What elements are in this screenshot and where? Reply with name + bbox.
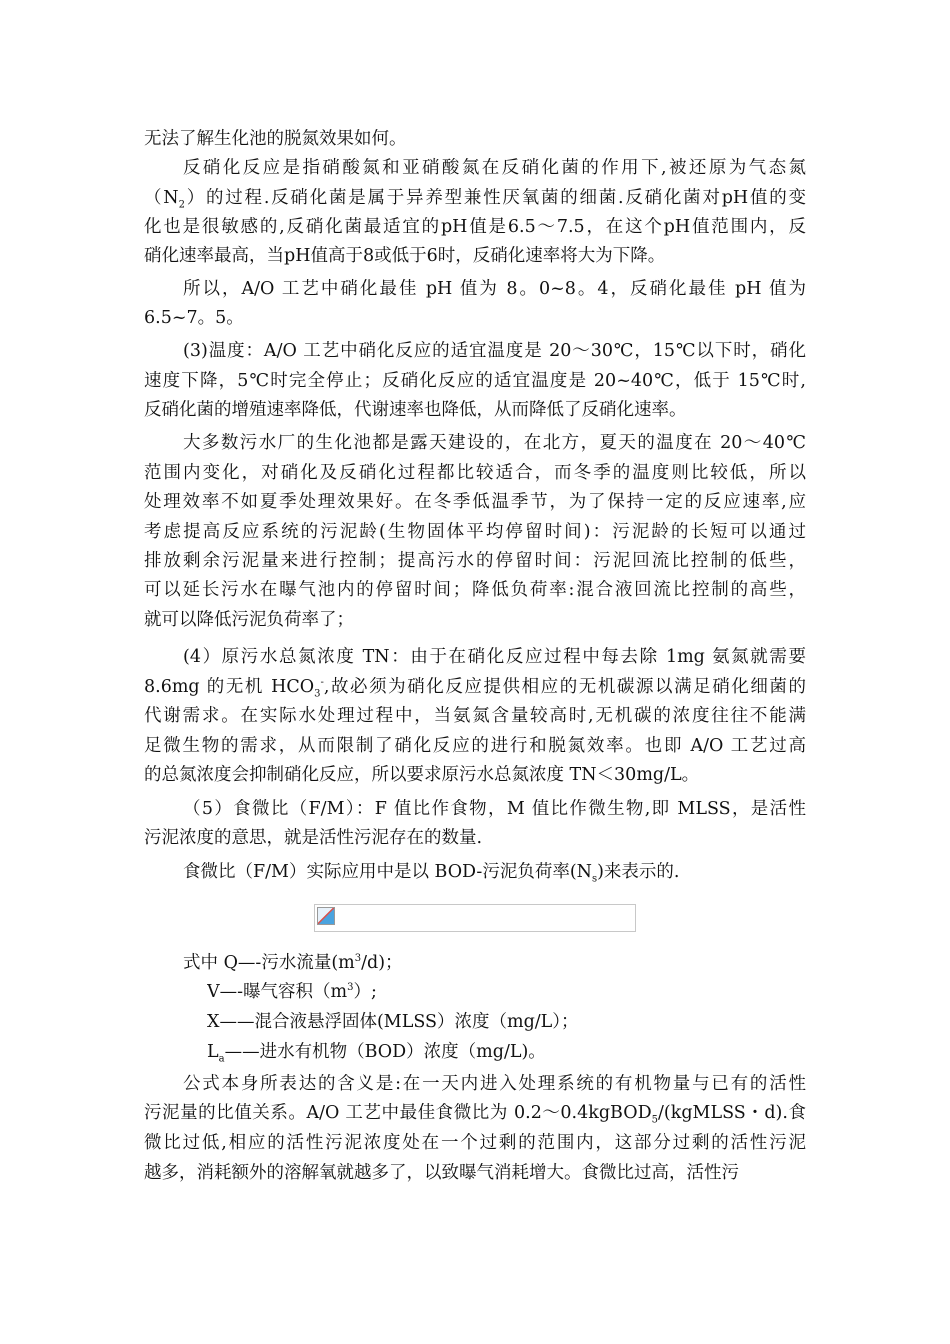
text-run: ）的过程.反硝化菌是属于异养型兼性厌氧菌的细菌.反硝化菌对pH值的变 bbox=[184, 188, 806, 208]
subscript: 3 bbox=[314, 688, 321, 699]
text-run: (3)温度：A/O 工艺中硝化反应的适宜温度是 20～30℃，15℃以下时，硝化 bbox=[183, 341, 806, 361]
text-run: 足微生物的需求，从而限制了硝化反应的进行和脱氮效率。也即 A/O 工艺过高 bbox=[144, 736, 806, 756]
text-line bbox=[144, 1101, 806, 1125]
text-line bbox=[183, 797, 806, 821]
text-run: /(kgMLSS・d).食 bbox=[658, 1103, 806, 1123]
subscript: s bbox=[591, 873, 598, 884]
subscript: 2 bbox=[178, 199, 185, 210]
text-line bbox=[207, 1040, 806, 1064]
text-run: 公式本身所表达的含义是:在一天内进入处理系统的有机物量与已有的活性 bbox=[183, 1074, 806, 1094]
text-run: L bbox=[207, 1042, 219, 1062]
text-line bbox=[144, 461, 806, 485]
text-run: 硝化速率最高，当pH值高于8或低于6时，反硝化速率将大为下降。 bbox=[144, 246, 666, 266]
text-run: /d)； bbox=[361, 953, 403, 973]
text-run: 反硝化反应是指硝酸氮和亚硝酸氮在反硝化菌的作用下,被还原为气态氮 bbox=[183, 158, 806, 178]
text-run: （N bbox=[144, 188, 179, 208]
subscript: a bbox=[218, 1053, 225, 1064]
text-run: 排放剩余污泥量来进行控制；提高污水的停留时间：污泥回流比控制的低些， bbox=[144, 551, 806, 571]
text-run: 速度下降，5℃时完全停止；反硝化反应的适宜温度是 20~40℃，低于 15℃时, bbox=[144, 371, 806, 391]
text-run: 越多，消耗额外的溶解氧就越多了，以致曝气消耗增大。食微比过高，活性污 bbox=[144, 1163, 739, 1183]
text-line bbox=[144, 244, 806, 268]
text-line bbox=[144, 490, 806, 514]
text-run: 所以，A/O 工艺中硝化最佳 pH 值为 8。0~8。4，反硝化最佳 pH 值为 bbox=[183, 279, 806, 299]
text-line bbox=[144, 608, 806, 632]
text-run: 6.5~7。5。 bbox=[144, 308, 244, 328]
text-line bbox=[144, 734, 806, 758]
text-line bbox=[144, 127, 806, 151]
text-run: (4）原污水总氮浓度 TN：由于在硝化反应过程中每去除 1mg 氨氮就需要 bbox=[183, 647, 806, 667]
text-line bbox=[144, 578, 806, 602]
text-line bbox=[144, 826, 806, 850]
text-line bbox=[144, 306, 806, 330]
text-run: 代谢需求。在实际水处理过程中，当氨氮含量较高时,无机碳的浓度往往不能满 bbox=[144, 706, 806, 726]
formula-image-placeholder bbox=[314, 904, 636, 932]
text-line bbox=[183, 645, 806, 669]
text-run: 范围内变化，对硝化及反硝化过程都比较适合，而冬季的温度则比较低，所以 bbox=[144, 463, 806, 483]
text-line bbox=[183, 156, 806, 180]
text-run: 污泥浓度的意思，就是活性污泥存在的数量. bbox=[144, 828, 483, 848]
text-line bbox=[144, 186, 806, 210]
text-run: 的总氮浓度会抑制硝化反应，所以要求原污水总氮浓度 TN＜30mg/L。 bbox=[144, 765, 700, 785]
text-run: 食微比（F/M）实际应用中是以 BOD-污泥负荷率(N bbox=[183, 862, 592, 882]
text-run: 处理效率不如夏季处理效果好。在冬季低温季节，为了保持一定的反应速率,应 bbox=[144, 492, 806, 512]
text-run: ——进水有机物（BOD）浓度（mg/L)。 bbox=[224, 1042, 546, 1062]
text-line bbox=[183, 339, 806, 363]
text-line bbox=[207, 980, 806, 1004]
text-run: )来表示的. bbox=[597, 862, 680, 882]
text-run: 污泥量的比值关系。A/O 工艺中最佳食微比为 0.2～0.4kgBOD bbox=[144, 1103, 652, 1123]
text-line bbox=[183, 860, 806, 884]
text-run: 无法了解生化池的脱氮效果如何。 bbox=[144, 129, 407, 149]
text-line bbox=[144, 763, 806, 787]
text-run: 8.6mg 的无机 HCO bbox=[144, 677, 315, 697]
text-line bbox=[144, 1131, 806, 1155]
text-line bbox=[207, 1010, 806, 1034]
text-line bbox=[144, 215, 806, 239]
superscript: - bbox=[320, 677, 324, 689]
text-run: 化也是很敏感的,反硝化菌最适宜的pH值是6.5～7.5，在这个pH值范围内，反 bbox=[144, 217, 806, 237]
text-line bbox=[183, 951, 806, 975]
text-run: 微比过低,相应的活性污泥浓度处在一个过剩的范围内，这部分过剩的活性污泥 bbox=[144, 1133, 806, 1153]
text-line bbox=[144, 520, 806, 544]
text-line bbox=[144, 369, 806, 393]
superscript: 3 bbox=[347, 982, 354, 994]
superscript: 3 bbox=[354, 953, 362, 965]
text-line bbox=[144, 398, 806, 422]
text-line bbox=[183, 277, 806, 301]
text-run: 式中 Q—-污水流量(m bbox=[183, 953, 355, 973]
subscript: 5 bbox=[651, 1114, 658, 1125]
text-run: ）; bbox=[353, 982, 377, 1002]
broken-image-icon bbox=[317, 907, 335, 925]
text-run: 可以延长污水在曝气池内的停留时间；降低负荷率:混合液回流比控制的高些， bbox=[144, 580, 806, 600]
text-line bbox=[144, 549, 806, 573]
text-run: 考虑提高反应系统的污泥龄(生物固体平均停留时间)：污泥龄的长短可以通过 bbox=[144, 522, 806, 542]
text-line bbox=[144, 1161, 806, 1185]
text-run: 大多数污水厂的生化池都是露天建设的，在北方，夏天的温度在 20～40℃ bbox=[183, 433, 806, 453]
text-run: V—-曝气容积（m bbox=[207, 982, 348, 1002]
text-line bbox=[144, 704, 806, 728]
text-run: 反硝化菌的增殖速率降低，代谢速率也降低，从而降低了反硝化速率。 bbox=[144, 400, 687, 420]
text-line bbox=[144, 675, 806, 699]
text-line bbox=[183, 1072, 806, 1096]
text-run: 就可以降低污泥负荷率了； bbox=[144, 610, 354, 630]
text-line bbox=[183, 431, 806, 455]
text-run: ,故必须为硝化反应提供相应的无机碳源以满足硝化细菌的 bbox=[323, 677, 806, 697]
text-run: （5）食微比（F/M）：F 值比作食物，M 值比作微生物,即 MLSS，是活性 bbox=[183, 799, 806, 819]
text-run: X——混合液悬浮固体(MLSS）浓度（mg/L）； bbox=[207, 1012, 579, 1032]
